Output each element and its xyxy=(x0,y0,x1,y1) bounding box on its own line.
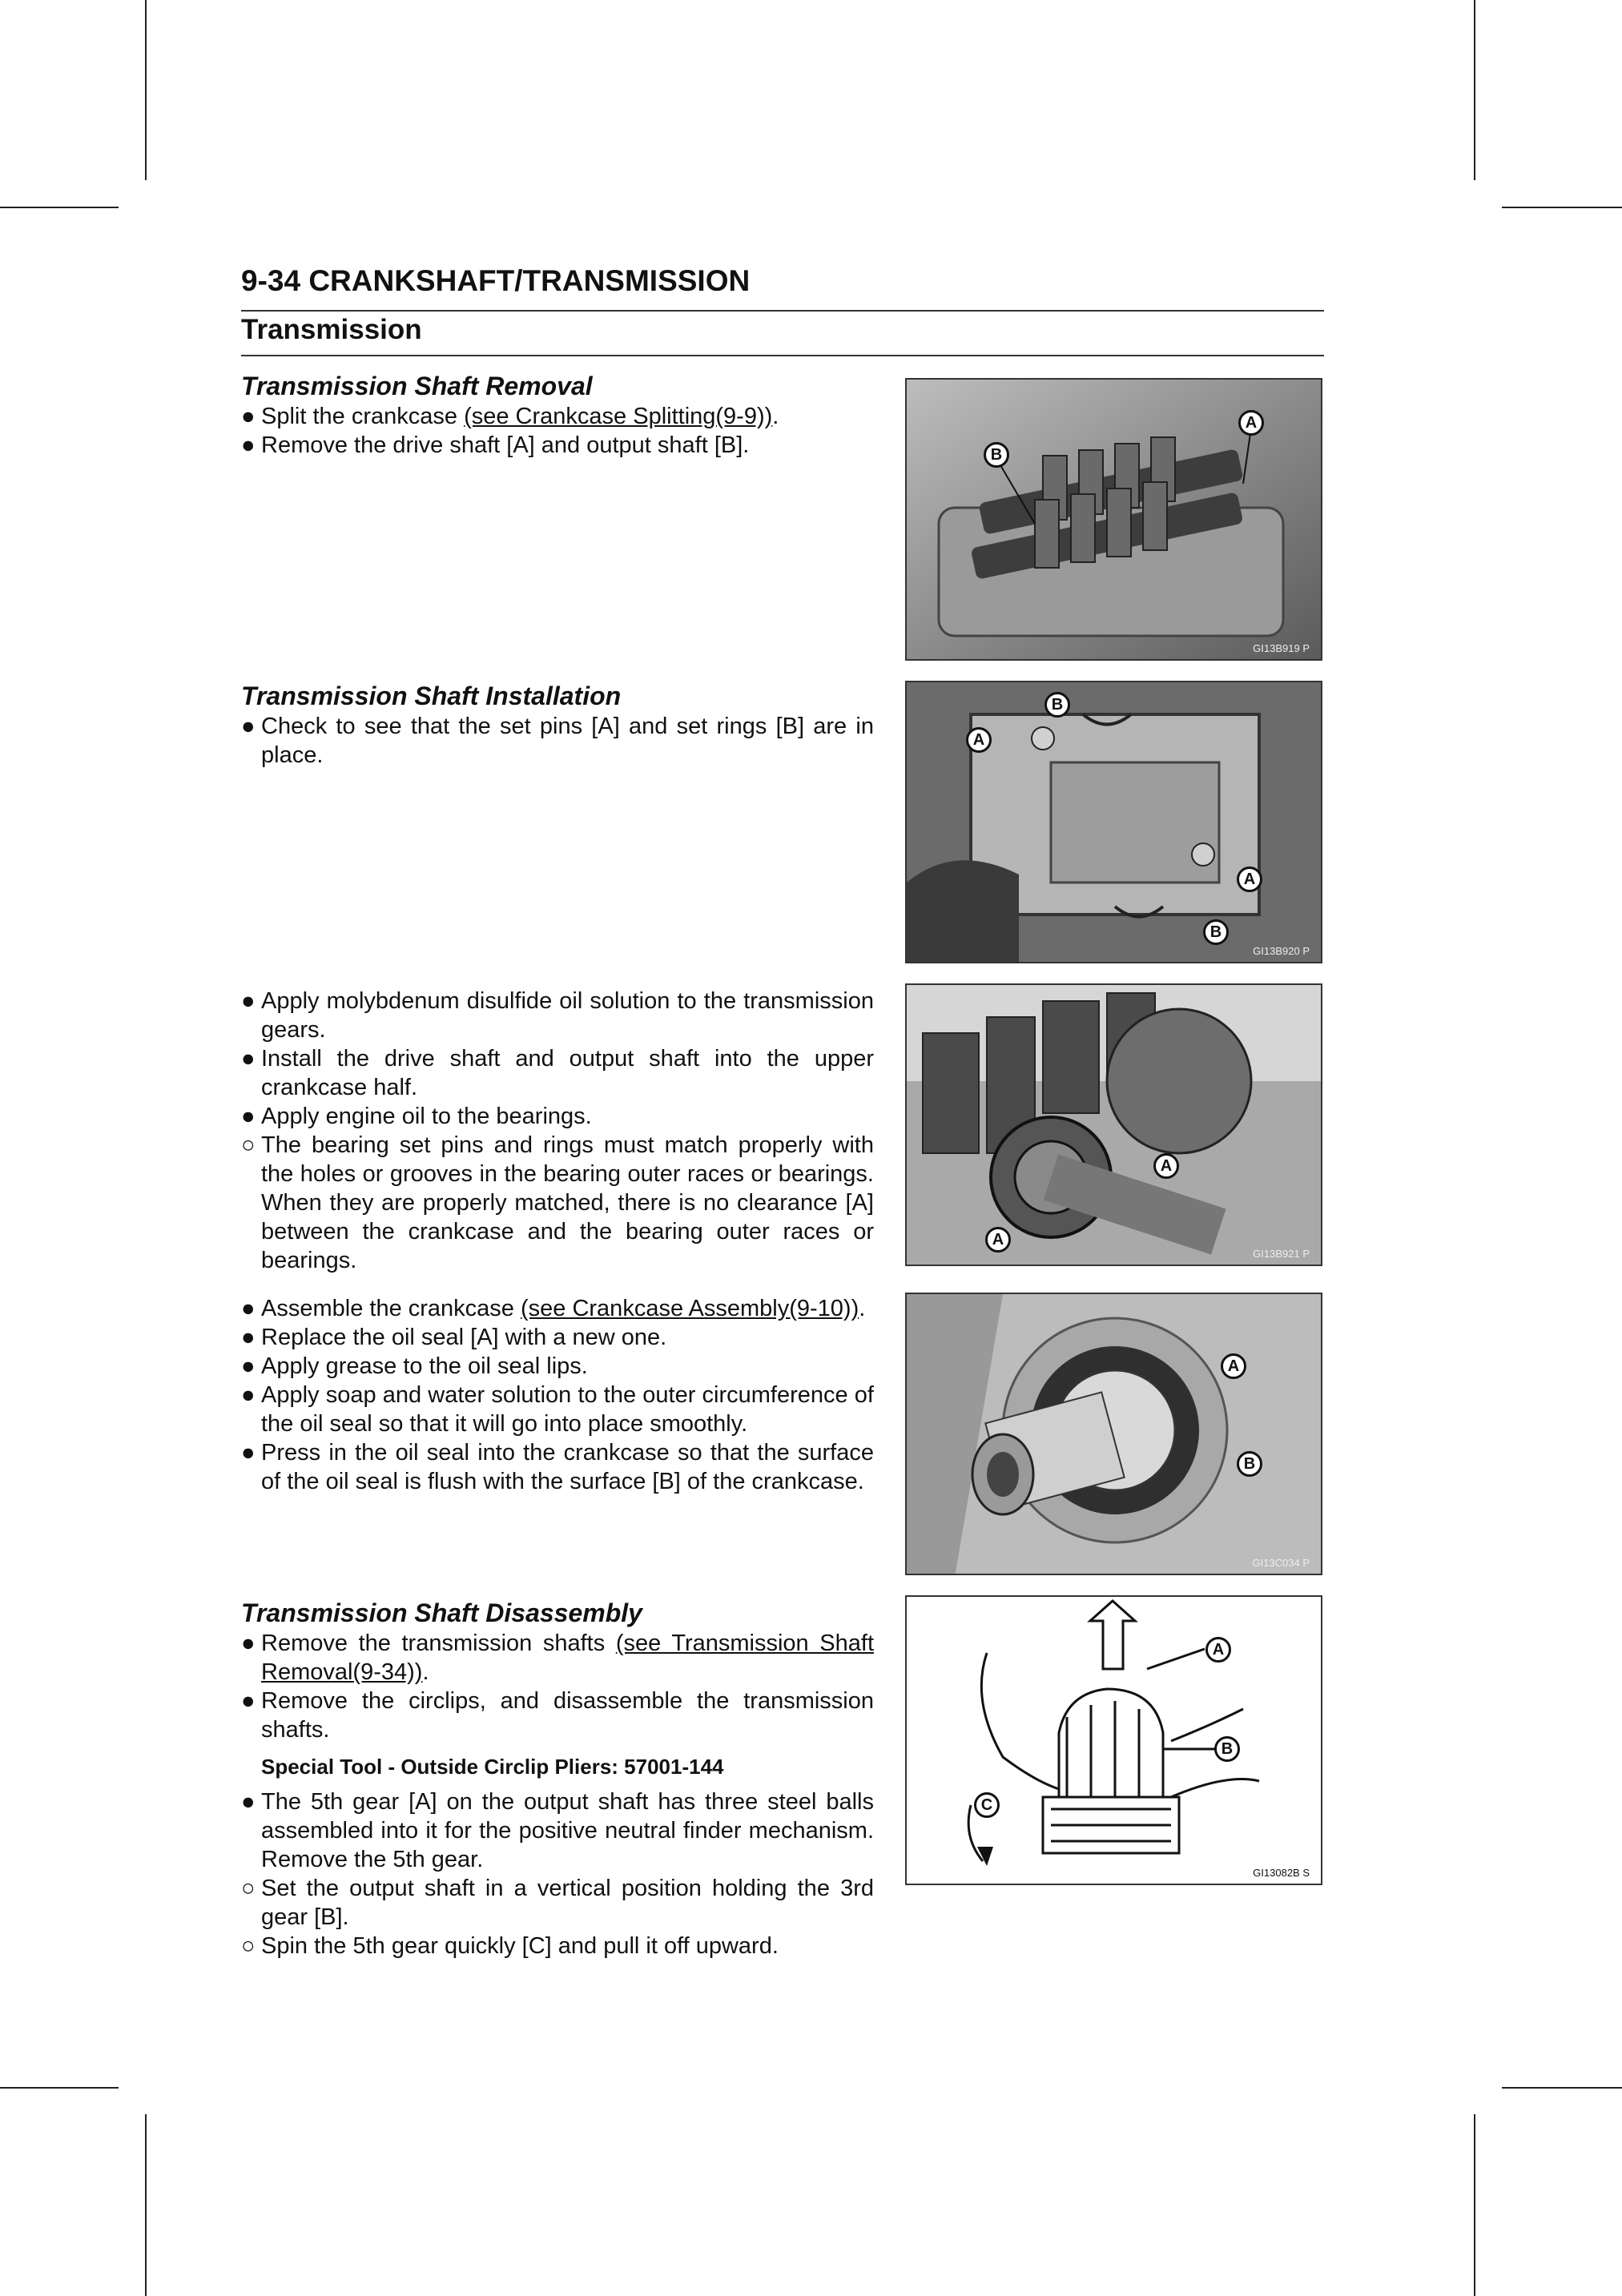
figure-code: GI13B921 P xyxy=(1253,1248,1310,1260)
chapter-title: 9-34 CRANKSHAFT/TRANSMISSION xyxy=(241,264,751,297)
crop-mark xyxy=(145,0,147,180)
installation-photo xyxy=(905,681,1322,963)
assemble-steps-block xyxy=(241,1294,874,1496)
crop-mark xyxy=(1502,207,1622,208)
list-item: ● Remove the drive shaft [A] and output shaft [B]. xyxy=(241,432,750,458)
callout-b: B xyxy=(984,442,1009,468)
callout-b: B xyxy=(1044,692,1070,718)
crop-mark xyxy=(1502,2087,1622,2089)
callout-b: B xyxy=(1237,1451,1262,1477)
list-item: ● Apply engine oil to the bearings. xyxy=(241,1104,592,1129)
installation-heading: Transmission Shaft Installation xyxy=(241,682,622,710)
installation-block xyxy=(241,680,874,770)
removal-photo xyxy=(905,378,1322,661)
list-item: ● Remove the transmission shafts (see Transmission Shaft Removal(9-34)). xyxy=(241,1631,874,1685)
list-item: ● Split the crankcase (see Crankcase Splitting(9-9)). xyxy=(241,404,779,429)
callout-a: A xyxy=(1221,1353,1246,1379)
list-item: ● Replace the oil seal [A] with a new one. xyxy=(241,1325,667,1350)
callout-a: A xyxy=(1237,867,1262,892)
list-item: ● Check to see that the set pins [A] and set rings [B] are in place. xyxy=(241,714,874,768)
header-rule xyxy=(241,310,1324,312)
callout-a: A xyxy=(985,1227,1011,1253)
callout-a: A xyxy=(966,727,992,753)
callout-b: B xyxy=(1203,919,1229,945)
crankcase-splitting-link[interactable]: (see Crankcase Splitting(9-9)) xyxy=(464,404,773,429)
disassembly-block xyxy=(241,1597,874,1960)
oil-seal-photo xyxy=(905,1293,1322,1575)
figure-code: GI13C034 P xyxy=(1252,1557,1310,1569)
list-item: ● The 5th gear [A] on the output shaft has three steel balls assembled into it for the positive neutral finder mechanism. Remove the 5th gear. xyxy=(241,1789,874,1872)
crankcase-assembly-link[interactable]: (see Crankcase Assembly(9-10)) xyxy=(520,1296,859,1321)
list-item: ● Install the drive shaft and output shaft into the upper crankcase half. xyxy=(241,1046,874,1100)
callout-a: A xyxy=(1238,410,1264,436)
callout-c: C xyxy=(974,1792,1000,1818)
list-item: ● Apply molybdenum disulfide oil solution to the transmission gears. xyxy=(241,988,874,1043)
shaft-removal-link[interactable]: (see Transmission Shaft Removal(9-34)) xyxy=(261,1631,874,1685)
figure-code: GI13B919 P xyxy=(1253,642,1310,654)
crop-mark xyxy=(0,207,119,208)
special-tool: Special Tool - Outside Circlip Pliers: 57001-144 xyxy=(261,1755,724,1779)
list-item: ● Assemble the crankcase (see Crankcase Assembly(9-10)). xyxy=(241,1296,866,1321)
crop-mark xyxy=(1474,0,1475,180)
disassembly-drawing xyxy=(905,1595,1322,1885)
section-rule xyxy=(241,355,1324,356)
figure-code: GI13082B S xyxy=(1253,1867,1310,1879)
bearing-photo xyxy=(905,983,1322,1266)
list-item: ○ Spin the 5th gear quickly [C] and pull it off upward. xyxy=(241,1933,779,1959)
list-item: ● Press in the oil seal into the crankcase so that the surface of the oil seal is flush with the surface [B] of the crankcase. xyxy=(241,1440,874,1494)
disassembly-heading: Transmission Shaft Disassembly xyxy=(241,1598,642,1627)
callout-b: B xyxy=(1214,1736,1240,1762)
crop-mark xyxy=(1474,2114,1475,2296)
figure-code: GI13B920 P xyxy=(1253,945,1310,957)
callout-a: A xyxy=(1153,1153,1179,1179)
list-item: ○ Set the output shaft in a vertical position holding the 3rd gear [B]. xyxy=(241,1876,874,1930)
list-item: ● Remove the circlips, and disassemble the transmission shafts. xyxy=(241,1688,874,1743)
crop-mark xyxy=(0,2087,119,2089)
removal-block xyxy=(241,370,874,460)
callout-a: A xyxy=(1205,1637,1231,1663)
section-title: Transmission xyxy=(241,314,422,345)
crop-mark xyxy=(145,2114,147,2296)
list-item: ○ The bearing set pins and rings must match properly with the holes or grooves in the bearing outer races or bearings. When they are properly matched, there is no clearance [A] between the crankcase and the bearing outer races or bearings. xyxy=(241,1132,874,1273)
install-steps-block xyxy=(241,987,874,1275)
list-item: ● Apply grease to the oil seal lips. xyxy=(241,1353,588,1379)
list-item: ● Apply soap and water solution to the outer circumference of the oil seal so that it will go into place smoothly. xyxy=(241,1382,874,1437)
removal-heading: Transmission Shaft Removal xyxy=(241,372,593,400)
